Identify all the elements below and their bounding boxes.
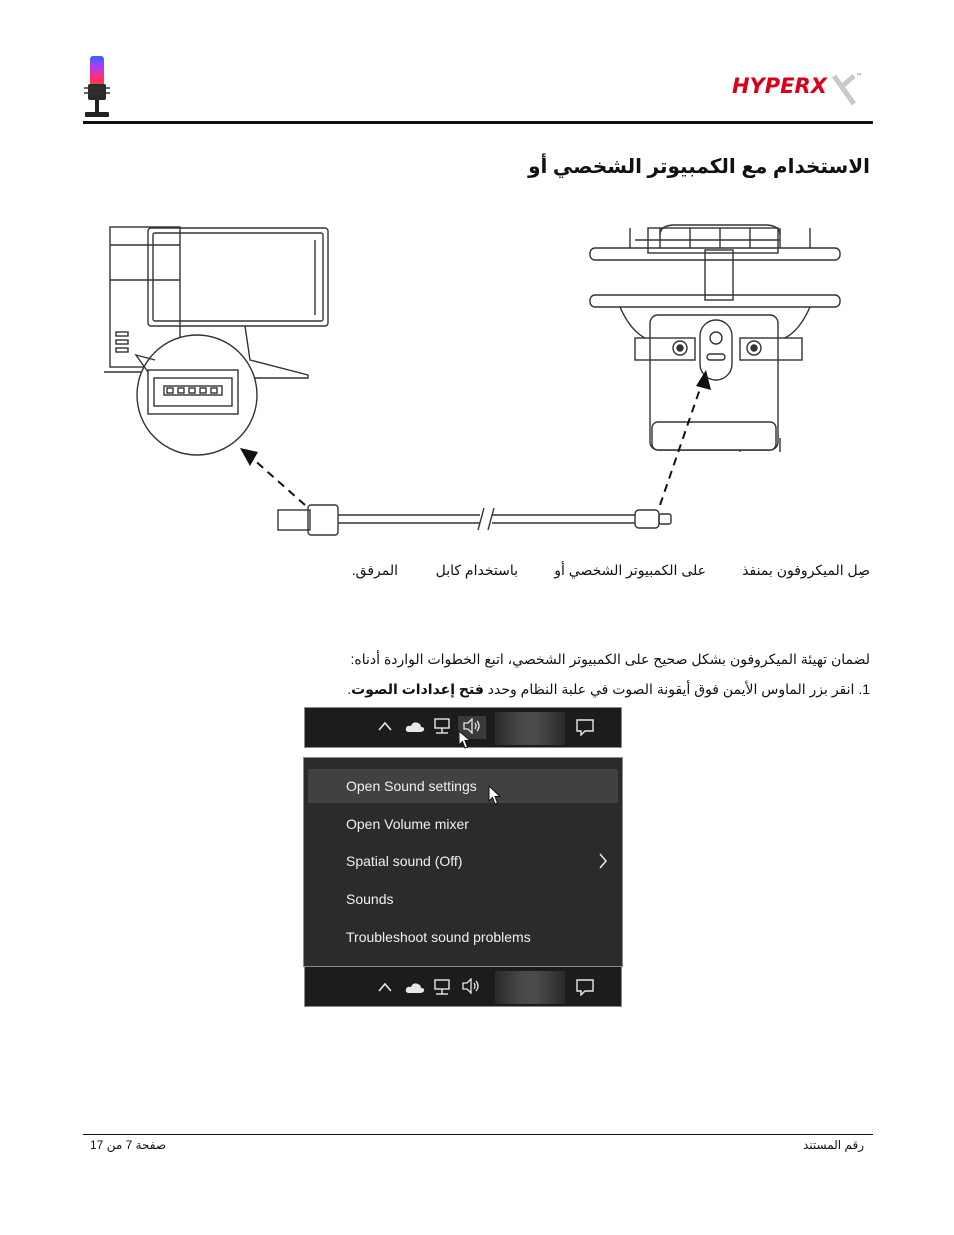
chevron-right-icon — [598, 853, 608, 872]
header-divider — [83, 121, 873, 124]
step-number: 1. — [858, 681, 870, 697]
mouse-cursor-icon — [458, 730, 472, 753]
svg-text:™: ™ — [856, 73, 862, 80]
footer-divider — [83, 1134, 873, 1135]
caption-part-1: صِل الميكروفون بمنفذ — [742, 562, 870, 578]
step-end: . — [347, 681, 352, 697]
speaker-icon[interactable] — [461, 978, 481, 997]
cloud-icon[interactable] — [405, 719, 425, 736]
step-bold-action: فتح إعدادات الصوت — [351, 681, 484, 697]
brand-logo — [730, 68, 865, 112]
notification-icon[interactable] — [575, 978, 595, 999]
menu-item-open-sound-settings[interactable]: Open Sound settings — [308, 769, 618, 803]
blurred-clock — [495, 712, 565, 745]
menu-item-spatial-sound[interactable]: Spatial sound (Off) — [346, 853, 463, 869]
chevron-up-icon[interactable] — [377, 979, 393, 996]
intro-text: لضمان تهيئة الميكروفون بشكل صحيح على الكمبيوتر الشخصي، اتبع الخطوات الواردة أدناه: — [350, 651, 870, 667]
section-title: الاستخدام مع الكمبيوتر الشخصي أو — [528, 156, 870, 178]
chevron-up-icon[interactable] — [377, 718, 393, 735]
menu-item-troubleshoot[interactable]: Troubleshoot sound problems — [346, 929, 531, 945]
footer-document-number: رقم المستند — [802, 1138, 864, 1152]
step-text: انقر بزر الماوس الأيمن فوق أيقونة الصوت في علبة النظام وحدد — [487, 681, 855, 697]
footer-page-number: صفحة 7 من 17 — [90, 1138, 167, 1152]
sound-context-menu — [303, 757, 623, 967]
caption-part-4: المرفق. — [351, 562, 398, 578]
step-1 — [347, 681, 870, 698]
product-icon — [82, 55, 112, 119]
notification-icon[interactable] — [575, 718, 595, 739]
brand-logo-text: HYPERX — [732, 74, 827, 98]
network-icon[interactable] — [433, 717, 453, 738]
network-icon[interactable] — [433, 978, 453, 999]
taskbar-top — [304, 707, 622, 748]
caption-part-3: باستخدام كابل — [435, 562, 518, 578]
menu-item-sounds[interactable]: Sounds — [346, 891, 394, 907]
microphone-icon — [82, 55, 112, 119]
connection-illustration — [100, 220, 860, 540]
caption-part-2: على الكمبيوتر الشخصي أو — [554, 562, 706, 578]
menu-item-open-volume-mixer[interactable]: Open Volume mixer — [346, 816, 469, 832]
blurred-clock — [495, 971, 565, 1004]
cloud-icon[interactable] — [405, 980, 425, 997]
taskbar-bottom — [304, 966, 622, 1007]
